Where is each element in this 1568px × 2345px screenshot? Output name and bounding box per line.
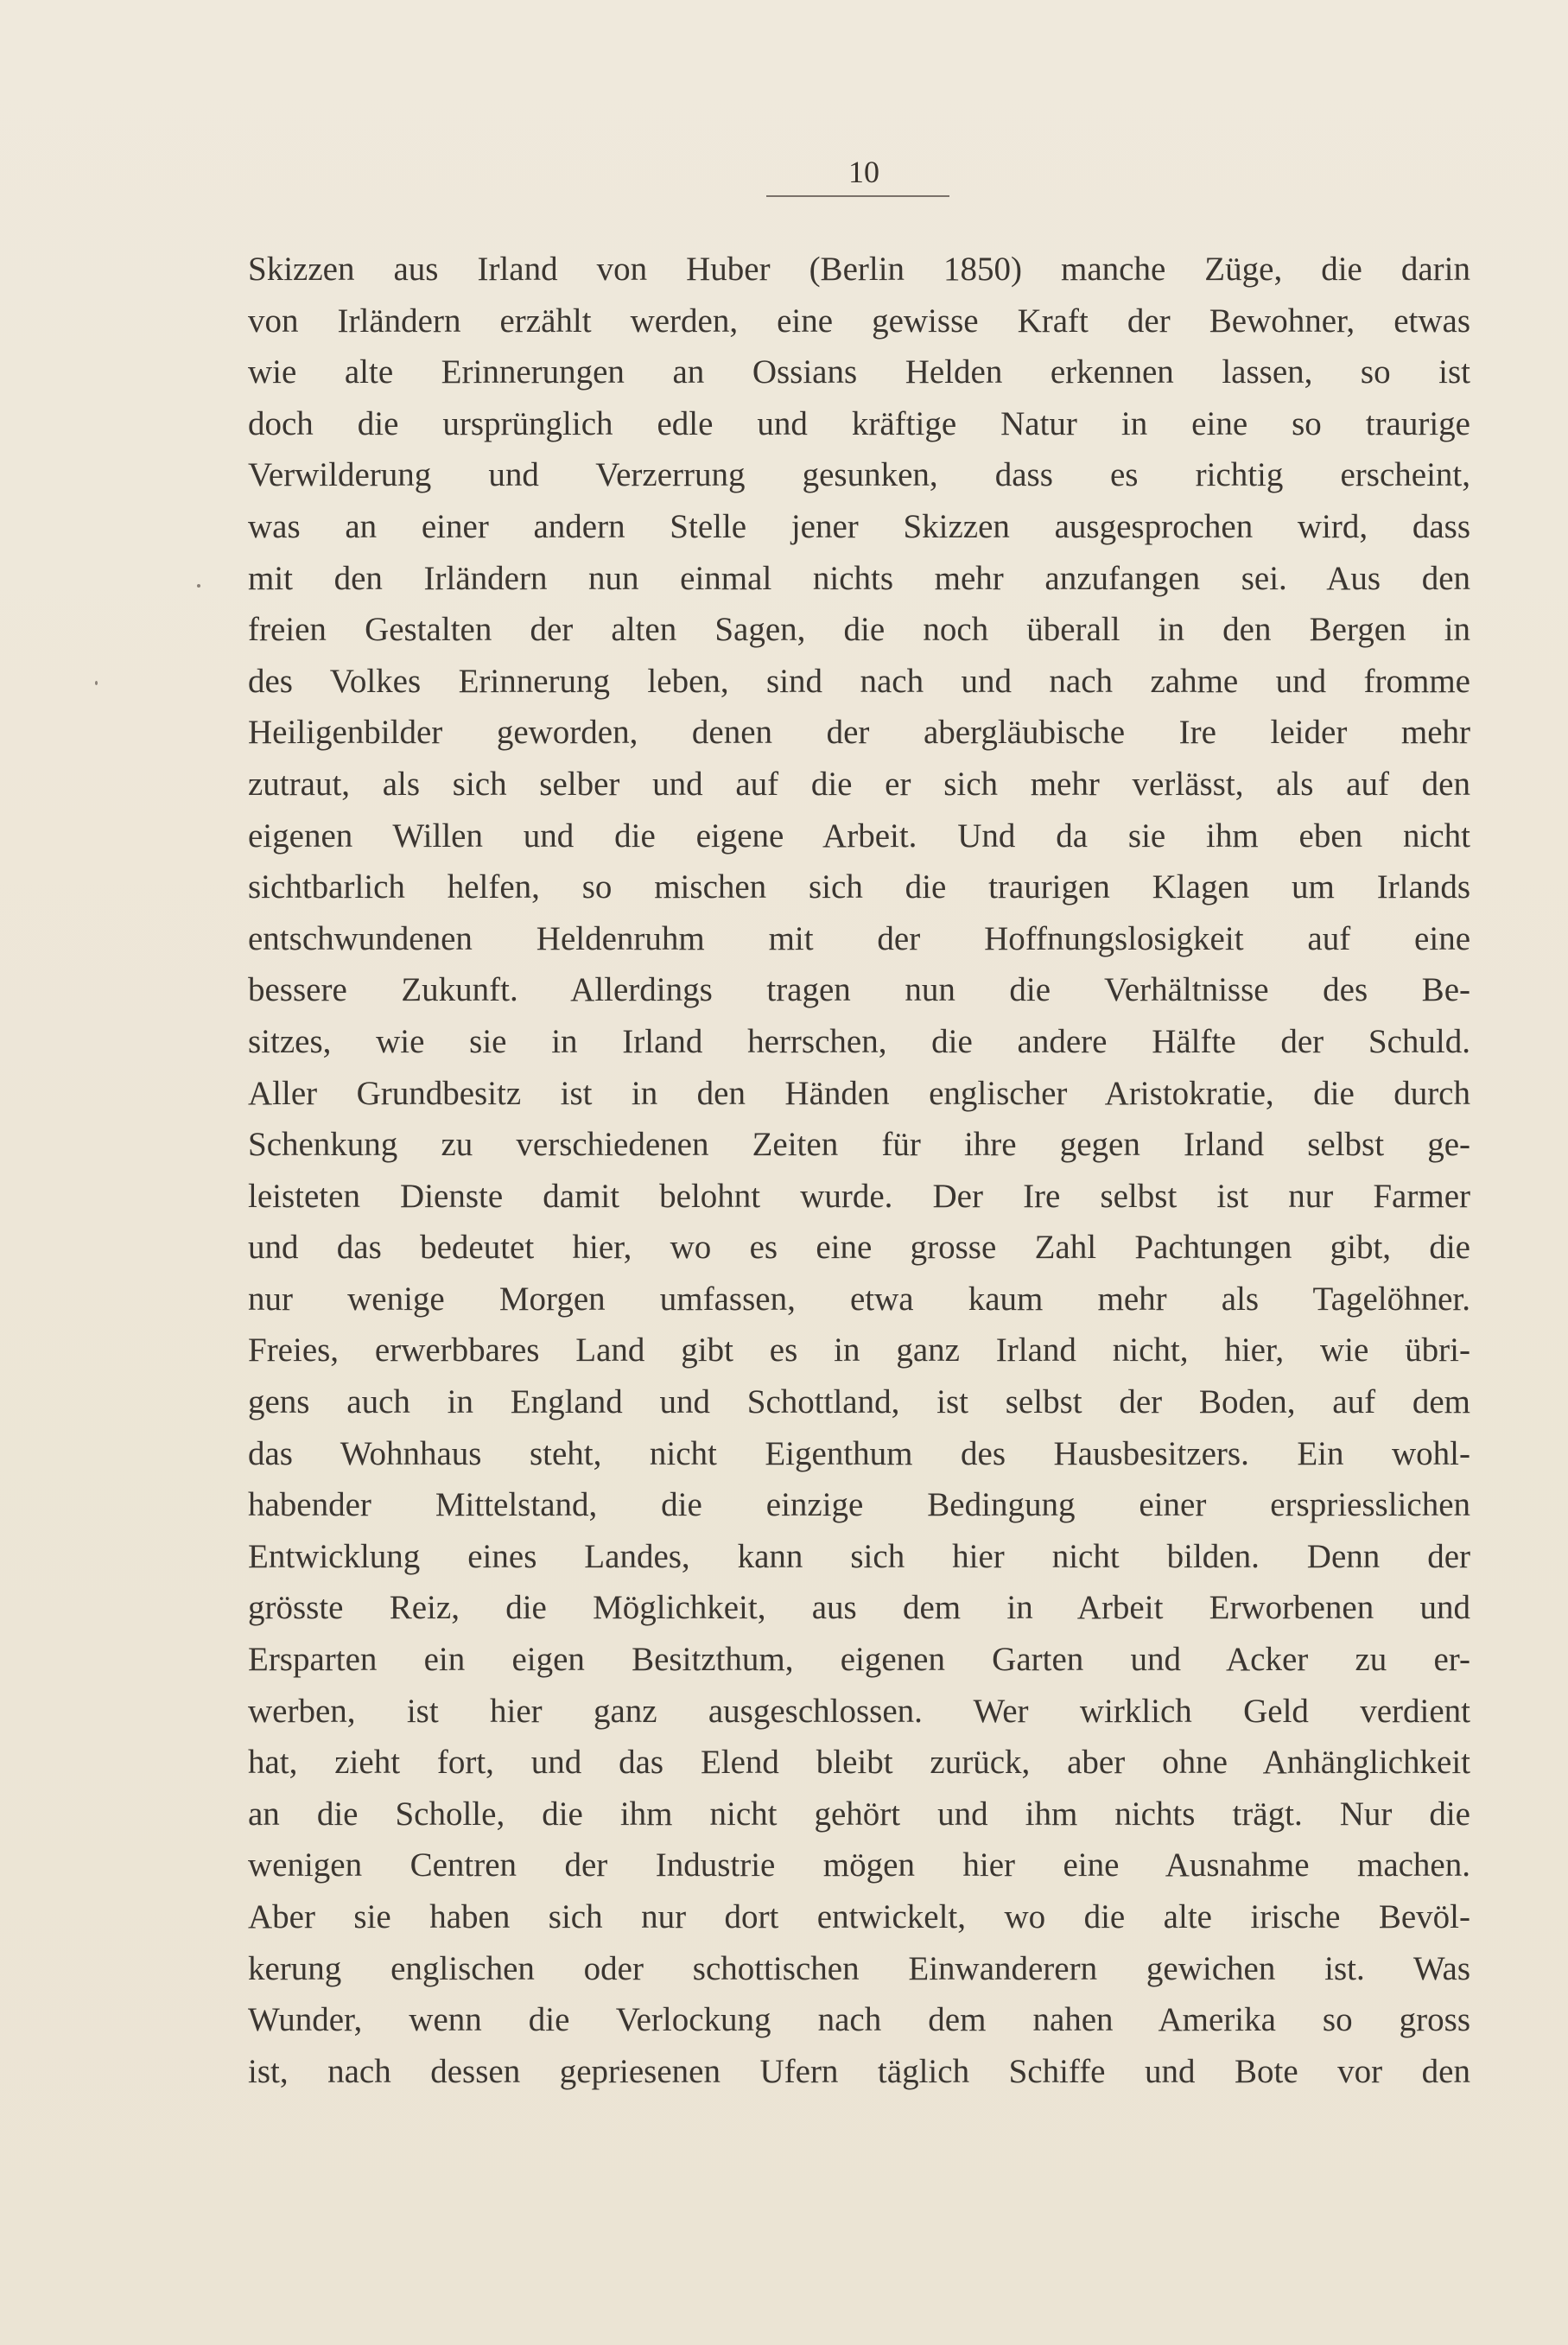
text-line: mit den Irländern nun einmal nichts mehr anzufangen sei. Aus den (248, 559, 1470, 597)
text-line: wie alte Erinnerungen an Ossians Helden erkennen lassen, so ist (248, 353, 1470, 391)
text-line: habender Mittelstand, die einzige Bedingung einer erspriesslichen (248, 1486, 1470, 1524)
paper-speck (197, 584, 200, 588)
text-line: kerung englischen oder schottischen Einwanderern gewichen ist. Was (248, 1949, 1470, 1987)
text-line: doch die ursprünglich edle und kräftige Natur in eine so traurige (248, 404, 1470, 442)
paper-speck (95, 681, 98, 685)
text-line: grösste Reiz, die Möglichkeit, aus dem in Arbeit Erworbenen und (248, 1589, 1470, 1627)
body-text (248, 244, 1470, 2097)
text-line: freien Gestalten der alten Sagen, die noch überall in den Bergen in (248, 611, 1470, 649)
text-line: ist, nach dessen gepriesenen Ufern täglich Schiffe und Bote vor den (248, 2052, 1470, 2090)
text-line: hat, zieht fort, und das Elend bleibt zurück, aber ohne Anhänglichkeit (248, 1744, 1470, 1782)
text-line: Ersparten ein eigen Besitzthum, eigenen Garten und Acker zu er- (248, 1641, 1470, 1679)
text-line: Schenkung zu verschiedenen Zeiten für ihre gegen Irland selbst ge- (248, 1126, 1470, 1164)
text-line: das Wohnhaus steht, nicht Eigenthum des Hausbesitzers. Ein wohl- (248, 1434, 1470, 1472)
text-line: bessere Zukunft. Allerdings tragen nun die Verhältnisse des Be- (248, 971, 1470, 1009)
text-line: Aber sie haben sich nur dort entwickelt, wo die alte irische Bevöl- (248, 1898, 1470, 1935)
text-line: und das bedeutet hier, wo es eine grosse Zahl Pachtungen gibt, die (248, 1229, 1470, 1267)
text-line: leisteten Dienste damit belohnt wurde. Der Ire selbst ist nur Farmer (248, 1177, 1470, 1215)
text-line: gens auch in England und Schottland, ist selbst der Boden, auf dem (248, 1383, 1470, 1421)
text-line: zutraut, als sich selber und auf die er sich mehr verlässt, als auf den (248, 765, 1470, 803)
text-line: Wunder, wenn die Verlockung nach dem nahen Amerika so gross (248, 2001, 1470, 2039)
text-line: Heiligenbilder geworden, denen der abergläubische Ire leider mehr (248, 714, 1470, 752)
text-line: an die Scholle, die ihm nicht gehört und ihm nichts trägt. Nur die (248, 1795, 1470, 1833)
page-number: 10 (848, 155, 879, 189)
text-line: Aller Grundbesitz ist in den Händen englischer Aristokratie, die durch (248, 1074, 1470, 1112)
text-line: des Volkes Erinnerung leben, sind nach und nach zahme und fromme (248, 662, 1470, 700)
text-line: Entwicklung eines Landes, kann sich hier nicht bilden. Denn der (248, 1537, 1470, 1575)
text-line: wenigen Centren der Industrie mögen hier eine Ausnahme machen. (248, 1846, 1470, 1884)
text-line: Verwilderung und Verzerrung gesunken, dass es richtig erscheint, (248, 456, 1470, 494)
text-line: von Irländern erzählt werden, eine gewisse Kraft der Bewohner, etwas (248, 302, 1470, 340)
text-line: sitzes, wie sie in Irland herrschen, die andere Hälfte der Schuld. (248, 1022, 1470, 1060)
text-line: Skizzen aus Irland von Huber (Berlin 1850) manche Züge, die darin (248, 251, 1470, 288)
text-line: werben, ist hier ganz ausgeschlossen. Wer wirklich Geld verdient (248, 1692, 1470, 1730)
text-line: entschwundenen Heldenruhm mit der Hoffnungslosigkeit auf eine (248, 919, 1470, 957)
header-rule (766, 195, 949, 197)
text-line: sichtbarlich helfen, so mischen sich die traurigen Klagen um Irlands (248, 868, 1470, 906)
text-line: Freies, erwerbbares Land gibt es in ganz Irland nicht, hier, wie übri- (248, 1331, 1470, 1370)
text-line: nur wenige Morgen umfassen, etwa kaum mehr als Tagelöhner. (248, 1280, 1470, 1318)
text-line: eigenen Willen und die eigene Arbeit. Und da sie ihm eben nicht (248, 817, 1470, 855)
text-line: was an einer andern Stelle jener Skizzen ausgesprochen wird, dass (248, 507, 1470, 545)
